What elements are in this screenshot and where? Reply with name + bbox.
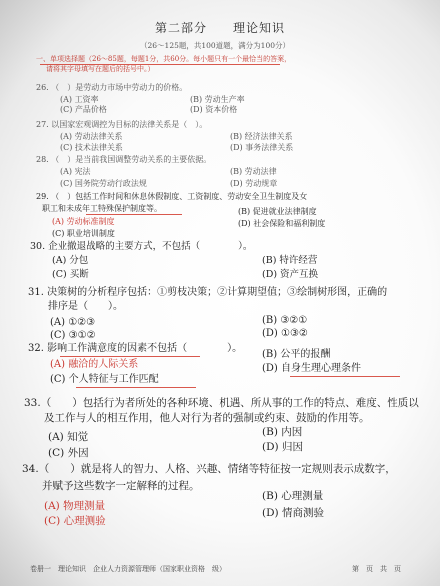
- question-stem: 29. （ ）包括工作时间和休息休假制度、工资制度、劳动安全卫生制度及女: [36, 192, 308, 201]
- option: (A) 分包: [52, 255, 89, 266]
- option: (B) 促进就业法律制度: [238, 207, 317, 216]
- question-stem: 排序是（ ）。: [48, 301, 123, 312]
- option: (C) 国务院劳动行政法规: [60, 179, 147, 188]
- option: (C) 技术法律关系: [60, 143, 123, 152]
- option: (D) 社会保险和福利制度: [238, 219, 326, 228]
- option: (C) 外因: [48, 447, 89, 459]
- option: (D) 劳动规章: [230, 179, 278, 188]
- option: (C) 买断: [52, 269, 89, 280]
- instruction-line: 一、单项选择题（26～85题，每题1分，共60分。每小题只有一个最恰当的答案，: [36, 55, 292, 63]
- question-stem: 及工作与人的相互作用，他人对行为者的强制或约束、鼓励的作用等。: [44, 412, 370, 424]
- option: (B) 内因: [262, 426, 303, 438]
- option: (D) 自身生理心理条件: [262, 363, 361, 374]
- option: (D) 资产互换: [262, 269, 319, 280]
- option: (D) 资本价格: [190, 105, 238, 114]
- option: (A) 融洽的人际关系: [50, 359, 139, 370]
- question-stem: 并赋予这些数字一定解释的过程。: [42, 480, 200, 492]
- option: (C) 心理测验: [44, 515, 106, 527]
- option: (B) 特许经营: [262, 255, 318, 266]
- option: (B) ③②①: [262, 315, 308, 326]
- question-stem: 职工和未成年工特殊保护制度等。: [42, 204, 162, 213]
- question-stem: 27. 以国家宏观调控为目标的法律关系是（ ）。: [36, 120, 208, 129]
- option: (A) 工资率: [60, 95, 99, 104]
- option: (A) 物理测量: [44, 500, 106, 512]
- option: (A) 宪法: [60, 167, 91, 176]
- option: (C) 产品价格: [60, 105, 107, 114]
- red-pen-underline: [290, 376, 400, 377]
- red-pen-underline: [60, 356, 200, 357]
- option: (A) ①②③: [50, 317, 96, 328]
- option: (B) 公平的报酬: [262, 349, 331, 360]
- option: (D) ①③②: [262, 328, 308, 339]
- option: (D) 归因: [262, 441, 303, 453]
- option: (C) 个人特征与工作匹配: [50, 374, 159, 385]
- question-stem: 30. 企业撤退战略的主要方式，不包括（ ）。: [30, 241, 253, 252]
- red-pen-underline: [76, 387, 196, 388]
- option: (B) 经济法律关系: [230, 132, 293, 141]
- question-stem: 33.（ ）包括行为者所处的各种环境、机遇、所从事的工作的特点、难度、性质以: [24, 397, 419, 409]
- option: (C) ③①②: [50, 330, 96, 341]
- question-stem: 31. 决策树的分析程序包括：①剪枝决策；②计算期望值；③绘制树形图，正确的: [28, 287, 388, 298]
- footer-text: 卷册一 理论知识 企业人力资源管理师（国家职业资格 级）: [30, 565, 226, 573]
- option: (A) 劳动标准制度: [52, 217, 115, 226]
- red-pen-underline: [40, 64, 280, 65]
- question-stem: 34.（ ）就是将人的智力、人格、兴趣、情绪等特征按一定规则表示成数字，: [22, 463, 396, 475]
- section-subtitle: （26～125题，共100道题，满分为100分）: [140, 41, 290, 50]
- red-pen-underline: [86, 214, 182, 215]
- question-stem: 32. 影响工作满意度的因素不包括（ ）。: [28, 343, 243, 354]
- page-number: 第 页 共 页: [352, 565, 401, 573]
- option: (C) 职业培训制度: [52, 229, 115, 238]
- option: (B) 心理测量: [262, 490, 324, 502]
- option: (D) 事务法律关系: [230, 143, 294, 152]
- option: (A) 知觉: [48, 431, 89, 443]
- option: (B) 劳动生产率: [190, 95, 245, 104]
- option: (B) 劳动法律: [230, 167, 277, 176]
- question-stem: 28. （ ）是当前我国调整劳动关系的主要依据。: [36, 155, 212, 164]
- option: (A) 劳动法律关系: [60, 132, 123, 141]
- question-stem: 26. （ ）是劳动力市场中劳动力的价格。: [36, 83, 188, 92]
- option: (D) 情商测验: [262, 507, 324, 519]
- section-title: 第二部分 理论知识: [154, 21, 285, 35]
- instruction-line: 请将其字母填写在题后的括号中。）: [46, 65, 155, 73]
